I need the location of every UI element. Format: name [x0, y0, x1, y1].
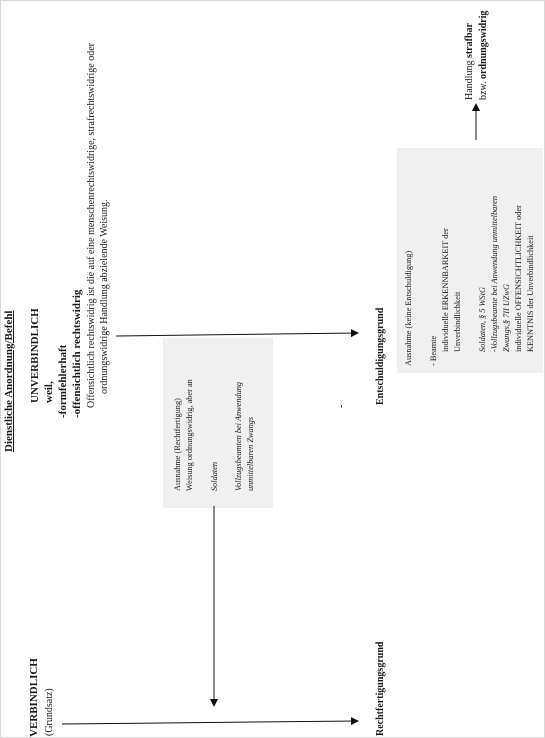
reason-offensichtlich-rechtswidrig: -offensichtlich rechtswidrig: [71, 289, 83, 418]
entschuldigungsgrund-label: Entschuldigungsgrund: [375, 307, 386, 405]
entschuldigung-box-line-2: - Beamte: [429, 335, 438, 366]
explanation-line-2: ordnungswidrige Handlung abzielende Weisung.: [99, 199, 110, 394]
explanation-line-1: Offensichtlich rechtswidrig ist die auf eine menschenrechtswidrige, strafrechtswidrige oder: [86, 43, 97, 408]
rechtfertigung-box-line-4: Vollzugsbeamten bei Anwendung: [234, 381, 243, 491]
entschuldigung-box-line-5: Soldaten, § 5 WStG: [478, 287, 487, 352]
handlung-ordnungswidrig: ordnungswidrig: [478, 10, 489, 79]
handlung-strafbar: strafbar: [464, 23, 475, 59]
handlung-line-1-prefix: Handlung: [464, 58, 475, 100]
rechtfertigung-box-line-1: Ausnahme (Rechtfertigung): [173, 398, 182, 491]
entschuldigung-box-line-1: Ausnahme (keine Entschuldigung): [404, 250, 413, 366]
entschuldigung-box-line-3: individuelle ERKENNBARKEIT der: [441, 228, 450, 352]
arrow-verbindlich-to-rechtfertigungsgrund: [62, 721, 358, 724]
dash-mark: -: [336, 404, 347, 408]
verbindlich-subheading: (Grundsatz): [44, 688, 55, 736]
entschuldigung-box-line-4: Unverbindlichkeit: [453, 291, 462, 352]
verbindlich-heading: VERBINDLICH: [28, 658, 40, 737]
rechtfertigung-box-line-2: Weisung ordnungswidrig, aber an: [185, 379, 194, 491]
weil-label: weil,: [43, 381, 55, 403]
handlung-line-2-prefix: bzw.: [478, 78, 489, 100]
entschuldigung-box-line-9: KENNTNIS der Unverbindlichkeit: [526, 235, 535, 352]
rechtfertigung-box-line-3: Soldaten: [210, 461, 219, 491]
entschuldigung-box-line-8: individuelle OFFENSICHTLICHKEIT oder: [514, 205, 523, 352]
document-title: Dienstliche Anordnung/Befehl: [3, 310, 15, 452]
rechtfertigungsgrund-label: Rechtfertigungsgrund: [375, 641, 386, 736]
entschuldigung-box-line-6: -Vollzugsbeamte bei Anwendung unmittelbaren: [490, 195, 499, 352]
rechtfertigung-box-line-5: unmittelbaren Zwangs: [246, 416, 255, 491]
unverbindlich-heading: UNVERBINDLICH: [29, 308, 41, 403]
reason-formfehlerhaft: -formfehlerhaft: [57, 344, 69, 418]
arrow-unverbindlich-to-entschuldigungsgrund: [116, 333, 358, 336]
entschuldigung-box-line-7: Zwangs,§ 7II UZwG: [502, 284, 511, 352]
